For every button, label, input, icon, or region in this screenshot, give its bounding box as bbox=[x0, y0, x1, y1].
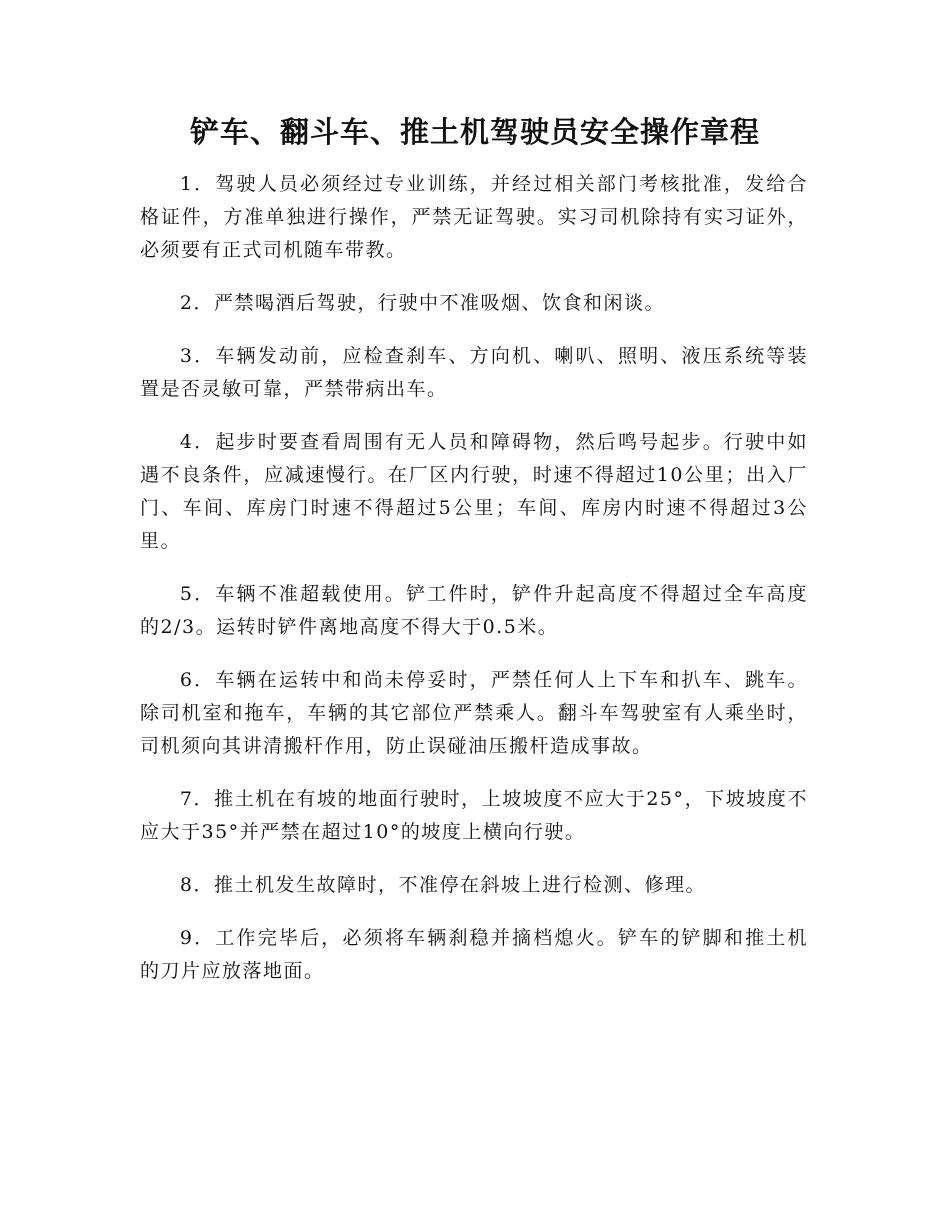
rule-paragraph-9: 9．工作完毕后，必须将车辆刹稳并摘档熄火。铲车的铲脚和推土机的刀片应放落地面。 bbox=[140, 927, 808, 982]
rule-paragraph-5: 5．车辆不准超载使用。铲工件时，铲件升起高度不得超过全车高度的2/3。运转时铲件离地高度不得大于0.5米。 bbox=[140, 583, 808, 638]
rule-paragraph-2: 2．严禁喝酒后驾驶，行驶中不准吸烟、饮食和闲谈。 bbox=[179, 292, 665, 314]
rule-paragraph-4: 4．起步时要查看周围有无人员和障碍物，然后鸣号起步。行驶中如遇不良条件，应减速慢行。在厂区内行驶，时速不得超过10公里；出入厂门、车间、库房门时速不得超过5公里；车间、库房内时速不得超过3公里。 bbox=[140, 431, 808, 552]
page-title: 铲车、翻斗车、推土机驾驶员安全操作章程 bbox=[189, 115, 760, 149]
rule-paragraph-3: 3．车辆发动前，应检查刹车、方向机、喇叭、照明、液压系统等装置是否灵敏可靠，严禁带病出车。 bbox=[140, 345, 808, 400]
rule-paragraph-8: 8．推土机发生故障时，不准停在斜坡上进行检测、修理。 bbox=[179, 874, 706, 896]
rule-paragraph-6: 6．车辆在运转中和尚未停妥时，严禁任何人上下车和扒车、跳车。除司机室和拖车，车辆的其它部位严禁乘人。翻斗车驾驶室有人乘坐时，司机须向其讲清搬杆作用，防止误碰油压搬杆造成事故。 bbox=[140, 669, 808, 757]
rule-paragraph-7: 7．推土机在有坡的地面行驶时，上坡坡度不应大于25°，下坡坡度不应大于35°并严禁在超过10°的坡度上横向行驶。 bbox=[140, 788, 808, 843]
rule-paragraph-1: 1．驾驶人员必须经过专业训练，并经过相关部门考核批准，发给合格证件，方准单独进行操作，严禁无证驾驶。实习司机除持有实习证外，必须要有正式司机随车带教。 bbox=[140, 173, 808, 261]
document-body bbox=[140, 168, 808, 1008]
